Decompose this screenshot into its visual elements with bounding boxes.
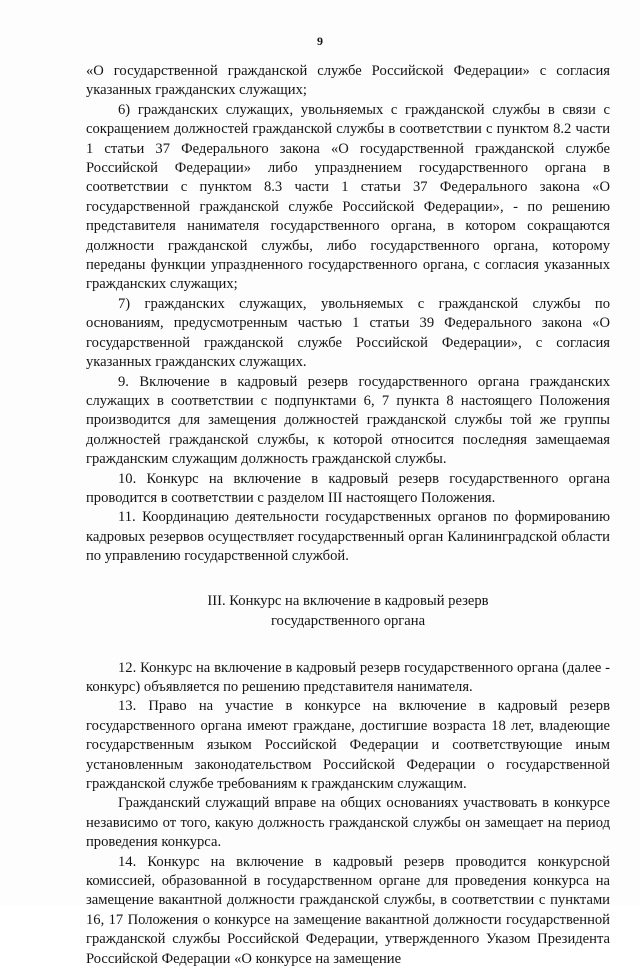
section-heading-line: государственного органа: [270, 612, 426, 629]
paragraph: 6) гражданских служащих, увольняемых с гражданской службы в связи с сокращением должностей гражданской службы в соответствии с пунктом 8.2 части 1 статьи 37 Федерального закона «О государственной гражданской службе Российской Федерации» либо упразднением государственного органа в соответствии с пунктом 8.3 части 1 статьи 37 Федерального закона «О государственной гражданской службе Российской Федерации», - по решению представителя нанимателя государственного органа, в котором сокращаются должности гражданской службы, либо государственного органа, которому переданы функции упраздненного государственного органа, с согласия указанных гражданских служащих;: [86, 101, 610, 293]
section-heading: [86, 591, 610, 631]
paragraph: 12. Конкурс на включение в кадровый резерв государственного органа (далее - конкурс) объявляется по решению представителя нанимателя.: [86, 659, 610, 695]
paragraph: 10. Конкурс на включение в кадровый резерв государственного органа проводится в соответствии с разделом III настоящего Положения.: [86, 470, 610, 506]
paragraph: 13. Право на участие в конкурсе на включение в кадровый резерв государственного органа имеют граждане, достигшие возраста 18 лет, владеющие государственным языком Российской Федерации и соответствующие иным установленным законодательством Российской Федерации о государственной гражданской службе требованиям к гражданским служащим.: [86, 698, 610, 792]
page-number: 9: [317, 34, 323, 48]
document-body: [86, 62, 610, 969]
section-heading-line: III. Конкурс на включение в кадровый резерв: [207, 592, 489, 609]
paragraph: 9. Включение в кадровый резерв государственного органа гражданских служащих в соответствии с подпунктами 6, 7 пункта 8 настоящего Положения производится для замещения должностей гражданской службы той же группы должностей гражданской службы, к которой относится последняя замещаемая гражданским служащим должность гражданской службы.: [86, 373, 610, 468]
paragraph: «О государственной гражданской службе Российской Федерации» с согласия указанных гражданских служащих;: [86, 63, 610, 99]
paragraph: 14. Конкурс на включение в кадровый резерв проводится конкурсной комиссией, образованной в государственном органе для проведения конкурса на замещение вакантной должности гражданской службы, в соответствии с пунктами 16, 17 Положения о конкурсе на замещение вакантной должности государственной гражданской службы Российской Федерации, утвержденного Указом Президента Российской Федерации «О конкурсе на замещение: [86, 853, 610, 967]
paragraph: 7) гражданских служащих, увольняемых с гражданской службы по основаниям, предусмотренным частью 1 статьи 39 Федерального закона «О государственной гражданской службе Российской Федерации», с согласия указанных гражданских служащих.: [86, 295, 610, 371]
paragraph: Гражданский служащий вправе на общих основаниях участвовать в конкурсе независимо от того, какую должность гражданской службы он замещает на период проведения конкурса.: [86, 795, 610, 851]
paragraph: 11. Координацию деятельности государственных органов по формированию кадровых резервов осуществляет государственный орган Калининградской области по управлению государственной службой.: [86, 509, 610, 565]
